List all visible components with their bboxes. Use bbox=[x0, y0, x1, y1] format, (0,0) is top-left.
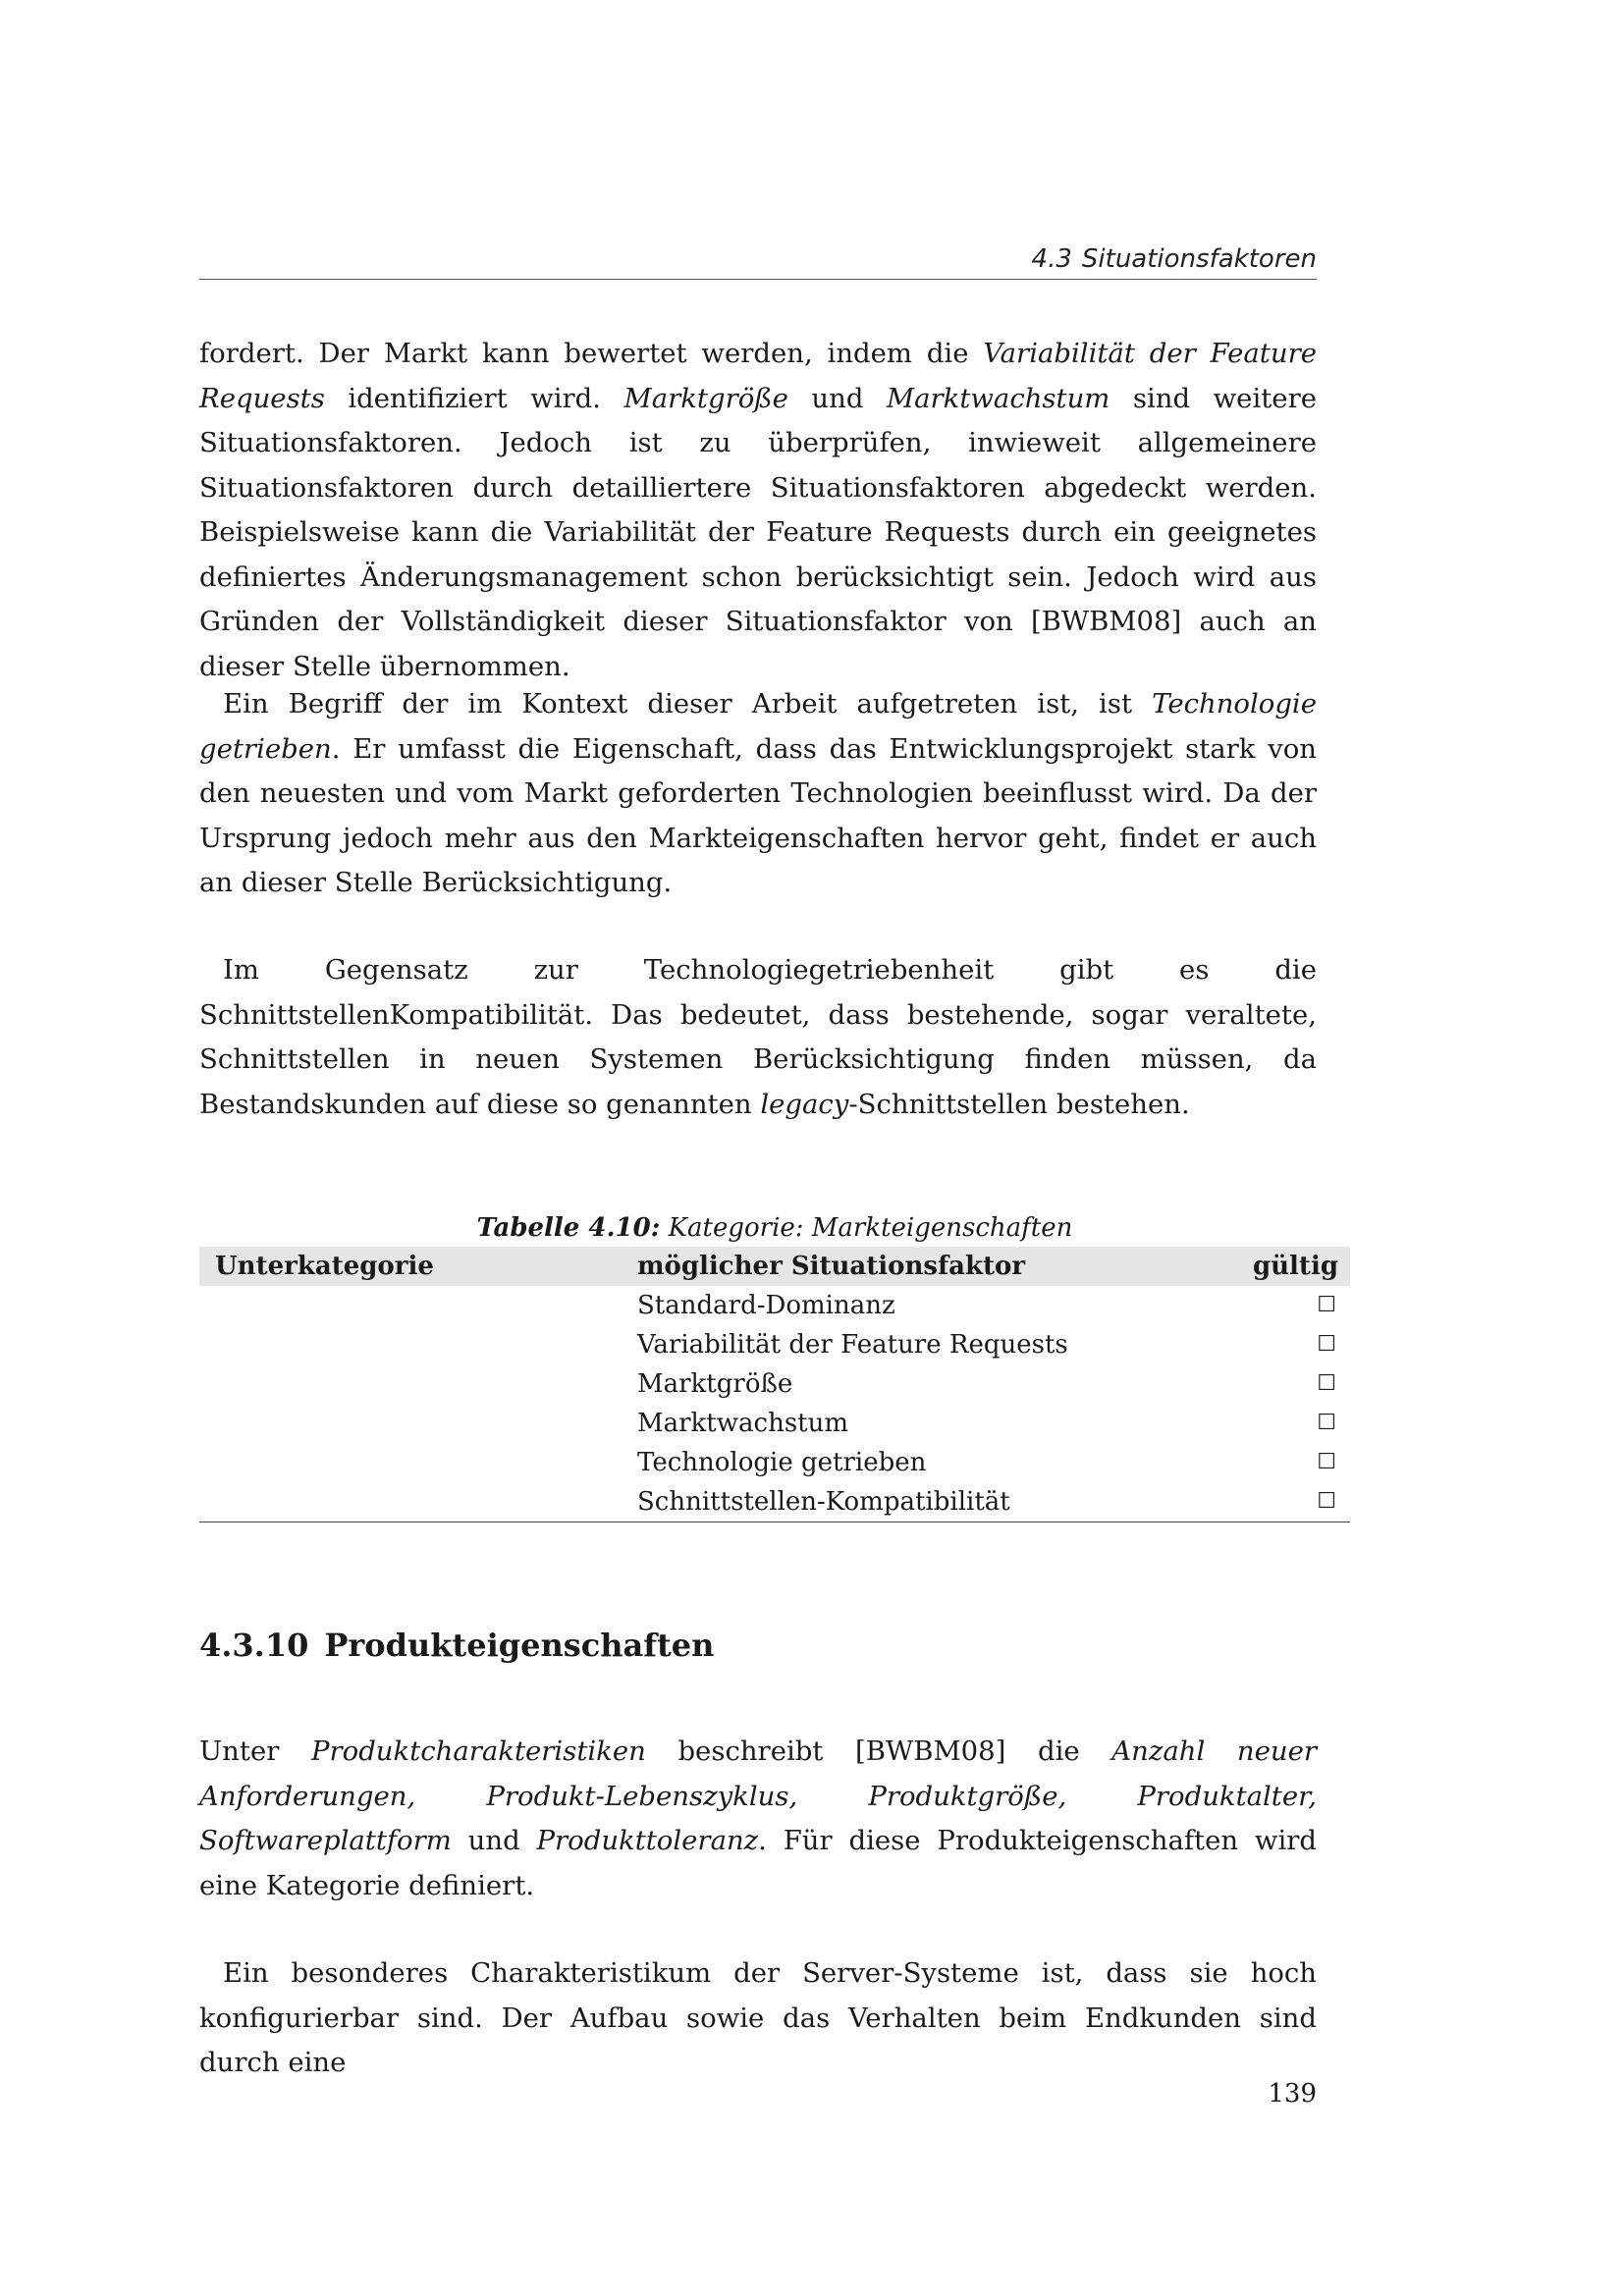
cell-situation-factor: Variabilität der Feature Requests bbox=[637, 1330, 1068, 1360]
text-run: Im Gegensatz zur Technologiegetriebenheit gibt es die SchnittstellenKompatibilität. Das bedeutet, dass bestehende, sogar veraltete, Schnittstellen in neuen Systemen Berücksichtigung finden müssen, da Bestandskunden auf diese so genannten bbox=[199, 954, 1317, 1120]
paragraph-server-systems bbox=[199, 1951, 1317, 2086]
text-run: -Schnittstellen bestehen. bbox=[848, 1088, 1190, 1120]
market-properties-table bbox=[199, 1247, 1350, 1522]
checkbox-icon: ☐ bbox=[1317, 1293, 1336, 1317]
emphasis-run: Marktgröße bbox=[623, 382, 788, 414]
section-heading bbox=[199, 1624, 714, 1667]
text-run: Ein besonderes Charakteristikum der Server-Systeme ist, dass sie hoch konfigurierbar sind. Der Aufbau sowie das Verhalten beim Endkunden sind durch eine bbox=[199, 1957, 1317, 2078]
checkbox-icon: ☐ bbox=[1317, 1371, 1336, 1396]
checkbox-icon: ☐ bbox=[1317, 1411, 1336, 1435]
cell-subcategory bbox=[199, 1325, 622, 1364]
header-section-title: Situationsfaktoren bbox=[1081, 244, 1317, 274]
text-run: und bbox=[787, 382, 887, 414]
page-number: 139 bbox=[1268, 2079, 1317, 2109]
text-run: . Er umfasst die Eigenschaft, dass das Entwicklungsprojekt stark von den neuesten und vom Markt geforderten Technologien beeinflusst wird. Da der Ursprung jedoch mehr aus den Markteigenschaften hervor geht, findet er auch an dieser Stelle Berücksichtigung. bbox=[199, 732, 1317, 898]
cell-subcategory bbox=[199, 1443, 622, 1482]
checkbox-icon: ☐ bbox=[1317, 1450, 1336, 1474]
text-run: Ein Begriff der im Kontext dieser Arbeit aufgetreten ist, ist bbox=[223, 688, 1153, 720]
table-caption bbox=[199, 1211, 1350, 1245]
paragraph-product-characteristics bbox=[199, 1730, 1317, 1908]
table-row bbox=[199, 1404, 1350, 1443]
text-run: . Für diese Produkteigenschaften wird eine Kategorie definiert. bbox=[199, 1825, 1317, 1901]
table-row bbox=[199, 1364, 1350, 1404]
cell-subcategory bbox=[199, 1286, 622, 1325]
paragraph-interface-compatibility bbox=[199, 948, 1317, 1127]
emphasis-run: Technologie getrieben bbox=[199, 688, 1317, 765]
table-row bbox=[199, 1286, 1350, 1325]
cell-situation-factor: Marktgröße bbox=[637, 1369, 793, 1399]
table-header-row bbox=[199, 1247, 1350, 1286]
header-section-number: 4.3 bbox=[1031, 244, 1072, 274]
text-run: Unter bbox=[199, 1735, 311, 1767]
running-header bbox=[199, 240, 1317, 280]
section-title: Produkteigenschaften bbox=[324, 1627, 715, 1664]
text-run: identifiziert wird. bbox=[324, 382, 624, 414]
text-run: und bbox=[451, 1825, 537, 1856]
cell-situation-factor: Standard-Dominanz bbox=[637, 1291, 895, 1320]
emphasis-run: Variabilität der Feature Requests bbox=[199, 338, 1317, 414]
header-valid: gültig bbox=[1211, 1247, 1350, 1286]
text-run: beschreibt [BWBM08] die bbox=[645, 1735, 1112, 1767]
emphasis-run: legacy bbox=[760, 1088, 849, 1120]
table-row bbox=[199, 1325, 1350, 1364]
emphasis-run: Marktwachstum bbox=[886, 382, 1110, 414]
emphasis-run: Anzahl neuer Anforderungen, Produkt-Lebenszyklus, Produktgröße, Produktalter, Softwareplattform bbox=[199, 1735, 1318, 1856]
cell-subcategory bbox=[199, 1404, 622, 1443]
checkbox-icon: ☐ bbox=[1317, 1332, 1336, 1357]
header-subcategory: Unterkategorie bbox=[199, 1247, 622, 1286]
emphasis-run: Produkttoleranz bbox=[536, 1825, 759, 1856]
cell-subcategory bbox=[199, 1364, 622, 1404]
table-caption-label: Tabelle 4.10: bbox=[476, 1213, 661, 1243]
paragraph-technology-driven bbox=[199, 682, 1317, 906]
table-row bbox=[199, 1443, 1350, 1482]
cell-situation-factor: Schnittstellen-Kompatibilität bbox=[622, 1482, 1211, 1522]
cell-subcategory bbox=[199, 1482, 622, 1522]
text-run: sind weitere Situationsfaktoren. Jedoch ist zu überprüfen, inwieweit allgemeinere Situationsfaktoren durch detailliertere Situationsfaktoren abgedeckt werden. Beispielsweise kann die Variabilität der Feature Requests durch ein geeignetes definiertes Änderungsmanagement schon berücksichtigt sein. Jedoch wird aus Gründen der Vollständigkeit dieser Situationsfaktor von [BWBM08] auch an dieser Stelle übernommen. bbox=[199, 382, 1317, 682]
table-row bbox=[199, 1482, 1350, 1522]
cell-situation-factor: Marktwachstum bbox=[637, 1409, 849, 1438]
emphasis-run: Produktcharakteristiken bbox=[311, 1735, 646, 1767]
checkbox-icon: ☐ bbox=[1211, 1482, 1350, 1522]
paragraph-market-evaluation bbox=[199, 332, 1317, 689]
text-run: fordert. Der Markt kann bewertet werden, indem die bbox=[199, 338, 984, 369]
table-caption-text: Kategorie: Markteigenschaften bbox=[668, 1213, 1073, 1243]
header-situation-factor: möglicher Situationsfaktor bbox=[622, 1247, 1211, 1286]
section-number: 4.3.10 bbox=[199, 1627, 309, 1664]
cell-situation-factor: Technologie getrieben bbox=[637, 1448, 927, 1477]
